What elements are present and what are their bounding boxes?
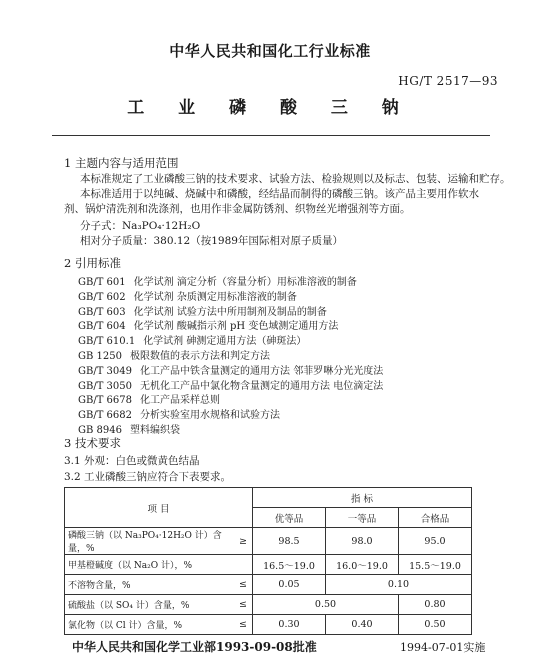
grade-superior: 优等品 <box>253 508 326 528</box>
molecular-formula: 分子式：Na₃PO₄·12H₂O <box>80 220 201 232</box>
standard-number: HG/T 2517—93 <box>398 74 498 88</box>
reference-item <box>78 347 270 362</box>
reference-code: GB/T 3049 <box>78 365 133 377</box>
reference-code: GB 1250 <box>78 351 122 362</box>
reference-item <box>78 377 383 392</box>
reference-item <box>78 362 383 377</box>
section-1-paragraph-1: 本标准规定了工业磷酸三钠的技术要求、试验方法、检验规则以及标志、包装、运输和贮存。 <box>80 173 511 185</box>
reference-code: GB/T 602 <box>78 291 126 303</box>
table-row: 不溶物含量，% ≤ 0.05 0.10 <box>65 575 472 595</box>
reference-item <box>78 332 306 347</box>
reference-item <box>78 391 220 406</box>
reference-code: GB/T 610.1 <box>78 336 136 348</box>
reference-title: 化学试剂 砷测定通用方法（砷斑法） <box>143 336 307 348</box>
reference-code: GB/T 3050 <box>78 380 133 392</box>
table-row: 磷酸三钠（以 Na₃PO₄·12H₂O 计）含量，% ≥ 98.5 98.0 95.0 <box>65 528 472 555</box>
reference-title: 化学试剂 滴定分析（容量分析）用标准溶液的制备 <box>133 277 357 288</box>
reference-code: GB 8946 <box>78 425 122 436</box>
reference-item <box>78 273 357 288</box>
reference-item <box>78 317 338 332</box>
standard-category-title: 中华人民共和国化工行业标准 <box>169 42 371 60</box>
reference-title: 化工产品中铁含量测定的通用方法 邻菲罗啉分光光度法 <box>140 365 384 377</box>
reference-code: GB/T 604 <box>78 321 126 333</box>
reference-item <box>78 406 280 421</box>
reference-item <box>78 288 297 303</box>
reference-item <box>78 421 180 436</box>
reference-title: 化学试剂 酸碱指示剂 pH 变色域测定通用方法 <box>133 321 339 333</box>
reference-code: GB/T 601 <box>78 277 126 288</box>
grade-qualified: 合格品 <box>399 508 472 528</box>
section-1-paragraph-2: 本标准适用于以纯碱、烧碱中和磷酸，经结晶而制得的磷酸三钠。该产品主要用作软水剂、锅炉清洗剂和洗涤剂，也用作非金属防锈剂、织物丝光增强剂等方面。 <box>64 188 479 215</box>
reference-title: 极限数值的表示方法和判定方法 <box>129 351 270 362</box>
reference-title: 化学试剂 杂质测定用标准溶液的制备 <box>133 291 297 303</box>
requirements-table <box>64 487 472 635</box>
section-2-heading: 2 引用标准 <box>64 256 121 270</box>
reference-item <box>78 303 327 318</box>
implementation-date: 1994-07-01实施 <box>400 641 486 654</box>
section-3-2: 3.2 工业磷酸三钠应符合下表要求。 <box>64 471 232 483</box>
table-row: 甲基橙碱度（以 Na₂O 计），% 16.5～19.0 16.0～19.0 15.5～19.0 <box>65 555 472 575</box>
reference-code: GB/T 6682 <box>78 410 133 422</box>
table-item-header: 项 目 <box>65 488 253 528</box>
approval-line: 中华人民共和国化学工业部1993-09-08批准 <box>72 640 317 654</box>
reference-title: 无机化工产品中氯化物含量测定的通用方法 电位滴定法 <box>140 380 384 392</box>
grade-first: 一等品 <box>326 508 399 528</box>
molecular-mass: 相对分子质量：380.12（按1989年国际相对原子质量） <box>80 235 343 247</box>
reference-code: GB/T 6678 <box>78 395 133 407</box>
table-row: 硫酸盐（以 SO₄ 计）含量，% ≤ 0.50 0.80 <box>65 595 472 615</box>
reference-title: 塑料编织袋 <box>129 425 180 436</box>
document-title: 工 业 磷 酸 三 钠 <box>127 98 413 118</box>
table-index-header: 指 标 <box>253 488 472 508</box>
header-rule <box>52 135 490 136</box>
reference-title: 化工产品采样总则 <box>140 395 221 407</box>
reference-title: 化学试剂 试验方法中所用制剂及制品的制备 <box>133 306 327 318</box>
reference-title: 分析实验室用水规格和试验方法 <box>140 410 281 422</box>
table-row: 氯化物（以 Cl 计）含量，% ≤ 0.30 0.40 0.50 <box>65 615 472 635</box>
section-1-heading: 1 主题内容与适用范围 <box>64 156 179 170</box>
reference-code: GB/T 603 <box>78 306 126 318</box>
section-3-heading: 3 技术要求 <box>64 436 121 450</box>
section-3-1: 3.1 外观：白色或微黄色结晶 <box>64 455 200 467</box>
